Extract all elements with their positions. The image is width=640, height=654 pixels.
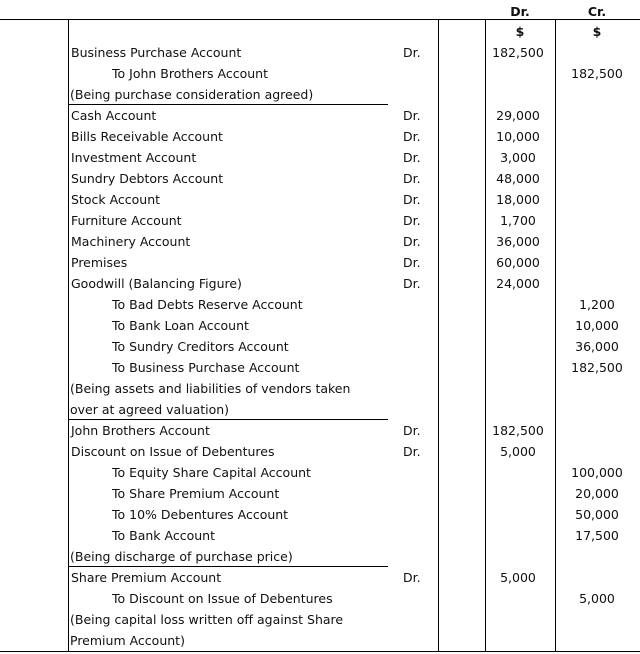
journal-line — [0, 63, 640, 84]
particular-text: Investment Account — [71, 150, 197, 165]
journal-line — [0, 462, 640, 483]
debit-marker: Dr. — [403, 213, 421, 228]
credit-amount: 10,000 — [575, 318, 619, 333]
debit-amount: 5,000 — [500, 570, 536, 585]
credit-amount: 17,500 — [575, 528, 619, 543]
debit-marker: Dr. — [403, 444, 421, 459]
debit-marker: Dr. — [403, 276, 421, 291]
credit-amount: 1,200 — [579, 297, 615, 312]
journal-line — [0, 441, 640, 462]
debit-amount: 1,700 — [500, 213, 536, 228]
particular-text: To Bank Account — [112, 528, 215, 543]
journal-line — [0, 210, 640, 231]
credit-amount: 5,000 — [579, 591, 615, 606]
particular-text: Sundry Debtors Account — [71, 171, 224, 186]
particular-text: To Business Purchase Account — [112, 360, 300, 375]
debit-amount: 24,000 — [496, 276, 540, 291]
journal-line — [0, 105, 640, 126]
credit-amount: 182,500 — [571, 360, 623, 375]
journal-line — [0, 357, 640, 378]
debit-amount: 18,000 — [496, 192, 540, 207]
debit-amount: 60,000 — [496, 255, 540, 270]
debit-amount: 10,000 — [496, 129, 540, 144]
journal-line — [0, 189, 640, 210]
debit-amount: 3,000 — [500, 150, 536, 165]
narration-text: (Being discharge of purchase price) — [70, 549, 293, 564]
journal-line — [0, 126, 640, 147]
particular-text: Cash Account — [71, 108, 157, 123]
particular-text: To Bad Debts Reserve Account — [112, 297, 303, 312]
journal-line — [0, 42, 640, 63]
narration-text: (Being purchase consideration agreed) — [70, 87, 314, 102]
credit-amount: 50,000 — [575, 507, 619, 522]
particular-text: To Sundry Creditors Account — [112, 339, 289, 354]
journal-line — [0, 294, 640, 315]
particular-text: Business Purchase Account — [71, 45, 242, 60]
particular-text: Premises — [71, 255, 128, 270]
particular-text: To Discount on Issue of Debentures — [112, 591, 333, 606]
particular-text: John Brothers Account — [71, 423, 210, 438]
debit-marker: Dr. — [403, 423, 421, 438]
debit-marker: Dr. — [403, 129, 421, 144]
header-top-rule — [0, 19, 640, 20]
debit-marker: Dr. — [403, 234, 421, 249]
debit-marker: Dr. — [403, 108, 421, 123]
debit-marker: Dr. — [403, 171, 421, 186]
debit-amount: 48,000 — [496, 171, 540, 186]
journal-line — [0, 231, 640, 252]
debit-marker: Dr. — [403, 570, 421, 585]
journal-line — [0, 252, 640, 273]
particular-text: Share Premium Account — [71, 570, 222, 585]
credit-column-header: Cr. — [587, 4, 607, 19]
journal-line — [0, 336, 640, 357]
credit-amount: 100,000 — [571, 465, 623, 480]
particular-text: Stock Account — [71, 192, 161, 207]
debit-marker: Dr. — [403, 150, 421, 165]
debit-currency-unit: $ — [515, 24, 525, 39]
debit-amount: 36,000 — [496, 234, 540, 249]
particular-text: To Bank Loan Account — [112, 318, 249, 333]
narration-text: (Being capital loss written off against Share Premium Account) — [70, 612, 344, 648]
particular-text: Discount on Issue of Debentures — [71, 444, 275, 459]
particular-text: To Equity Share Capital Account — [112, 465, 311, 480]
particular-text: Furniture Account — [71, 213, 182, 228]
journal-line — [0, 273, 640, 294]
debit-marker: Dr. — [403, 45, 421, 60]
journal-line — [0, 147, 640, 168]
journal-line — [0, 504, 640, 525]
journal-line — [0, 420, 640, 441]
debit-amount: 182,500 — [492, 423, 544, 438]
journal-line — [0, 567, 640, 588]
particular-text: Bills Receivable Account — [71, 129, 223, 144]
credit-currency-unit: $ — [592, 24, 602, 39]
debit-column-header: Dr. — [510, 4, 530, 19]
debit-marker: Dr. — [403, 255, 421, 270]
page-bottom-rule — [0, 651, 640, 652]
particular-text: To 10% Debentures Account — [112, 507, 289, 522]
debit-amount: 5,000 — [500, 444, 536, 459]
journal-line — [0, 525, 640, 546]
journal-line — [0, 588, 640, 609]
journal-line — [0, 168, 640, 189]
journal-line — [0, 483, 640, 504]
credit-amount: 20,000 — [575, 486, 619, 501]
particular-text: To Share Premium Account — [112, 486, 280, 501]
particular-text: To John Brothers Account — [112, 66, 268, 81]
debit-amount: 29,000 — [496, 108, 540, 123]
debit-marker: Dr. — [403, 192, 421, 207]
particular-text: Machinery Account — [71, 234, 191, 249]
journal-line — [0, 315, 640, 336]
narration-text: (Being assets and liabilities of vendors taken over at agreed valuation) — [70, 381, 351, 417]
credit-amount: 182,500 — [571, 66, 623, 81]
credit-amount: 36,000 — [575, 339, 619, 354]
particular-text: Goodwill (Balancing Figure) — [71, 276, 242, 291]
debit-amount: 182,500 — [492, 45, 544, 60]
